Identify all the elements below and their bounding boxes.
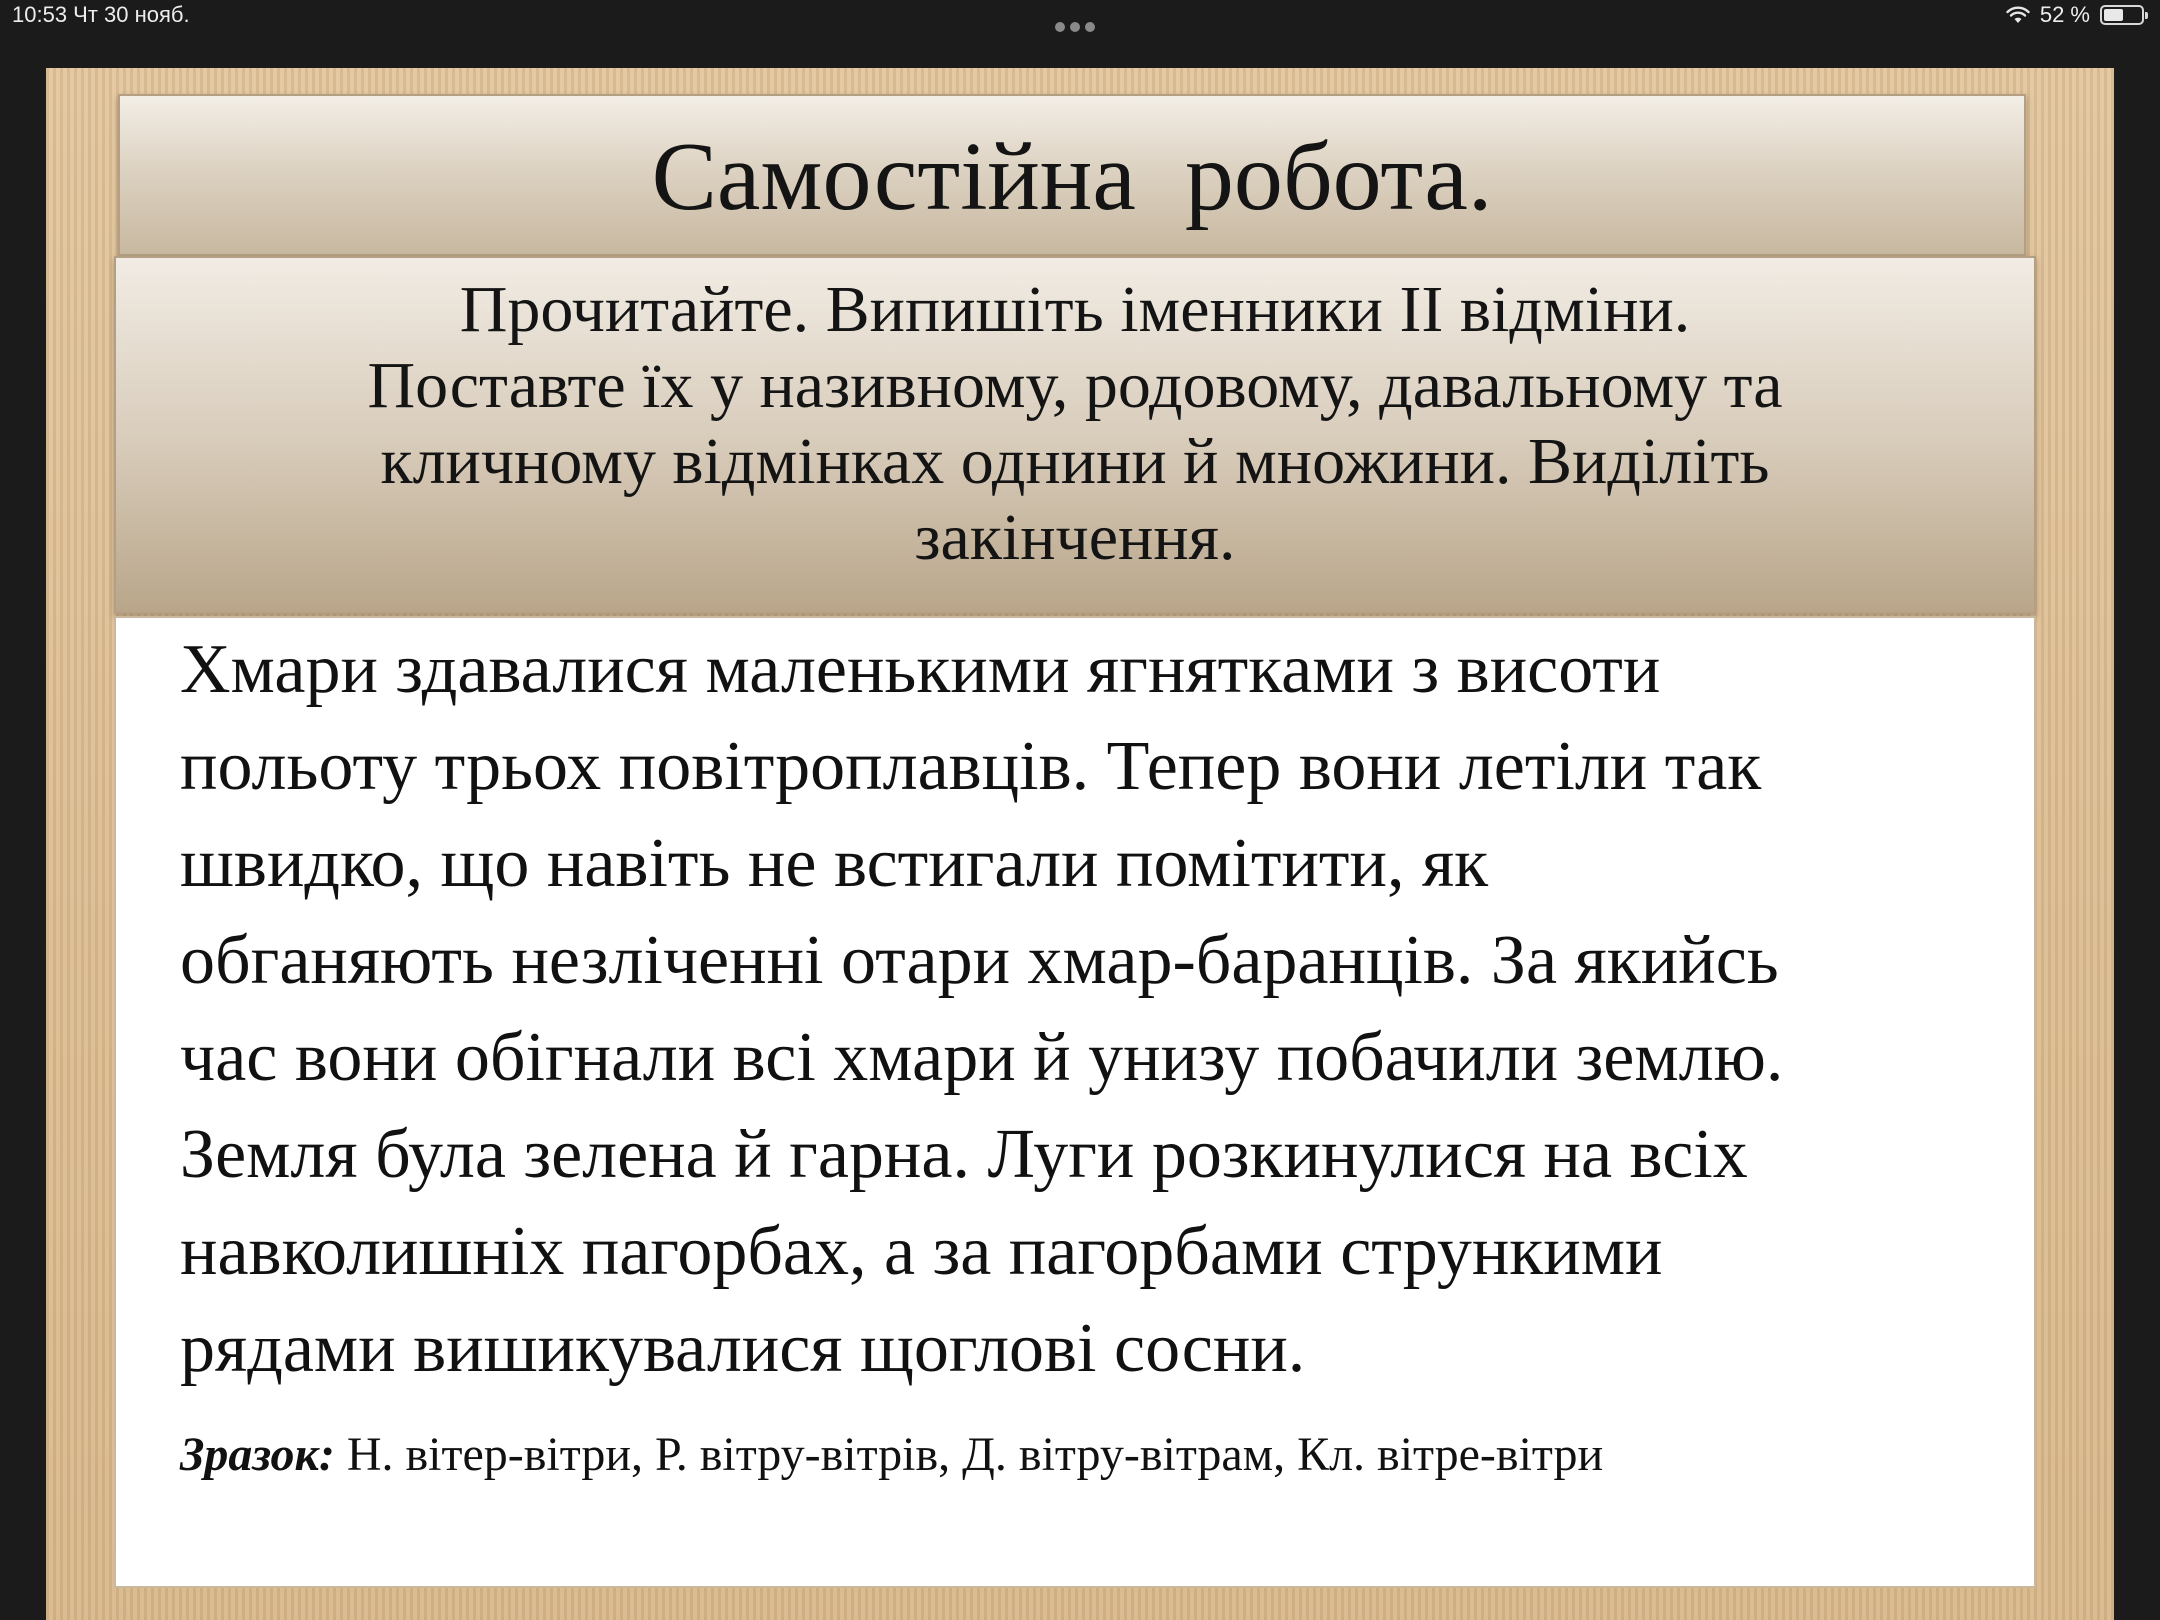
sample-label: Зразок:	[180, 1428, 335, 1481]
task-line: закінчення.	[914, 501, 1236, 574]
text-line: Хмари здавалися маленькими ягнятками з висоти	[180, 631, 1661, 708]
task-line: кличному відмінках однини й множини. Виділіть	[380, 425, 1770, 498]
sample-text: Н. вітер-вітри, Р. вітру-вітрів, Д. вітру-вітрам, Кл. вітре-вітри	[334, 1428, 1604, 1481]
text-line: Земля була зелена й гарна. Луги розкинулися на всіх	[180, 1116, 1748, 1193]
text-line: обганяють незліченні отари хмар-баранців. За якийсь	[180, 922, 1779, 999]
title-panel	[118, 94, 2026, 256]
task-line: Прочитайте. Випишіть іменники ІІ відміни.	[459, 273, 1691, 346]
battery-level-fill	[2104, 9, 2123, 21]
slide-title: Самостійна робота.	[651, 123, 1493, 231]
reading-text-panel	[114, 616, 2036, 1588]
wifi-icon	[2006, 6, 2030, 24]
text-line: навколишніх пагорбах, а за пагорбами стрункими	[180, 1213, 1663, 1290]
task-line: Поставте їх у називному, родовому, давальному та	[367, 349, 1783, 422]
text-line: швидко, що навіть не встигали помітити, як	[180, 825, 1489, 902]
battery-percent: 52 %	[2039, 2, 2090, 27]
sample-line	[180, 1427, 1603, 1483]
status-bar	[0, 0, 2160, 30]
presentation-slide	[46, 68, 2114, 1620]
status-time: 10:53 Чт 30 нояб.	[12, 2, 190, 27]
multitask-dots-icon[interactable]	[1055, 12, 1105, 22]
text-line: рядами вишикувалися щоглові сосни.	[180, 1310, 1306, 1387]
text-line: час вони обігнали всі хмари й унизу побачили землю.	[180, 1019, 1784, 1096]
status-indicators	[2006, 2, 2144, 28]
battery-icon	[2100, 5, 2144, 25]
text-line: польоту трьох повітроплавців. Тепер вони летіли так	[180, 728, 1762, 805]
task-panel	[114, 256, 2036, 614]
